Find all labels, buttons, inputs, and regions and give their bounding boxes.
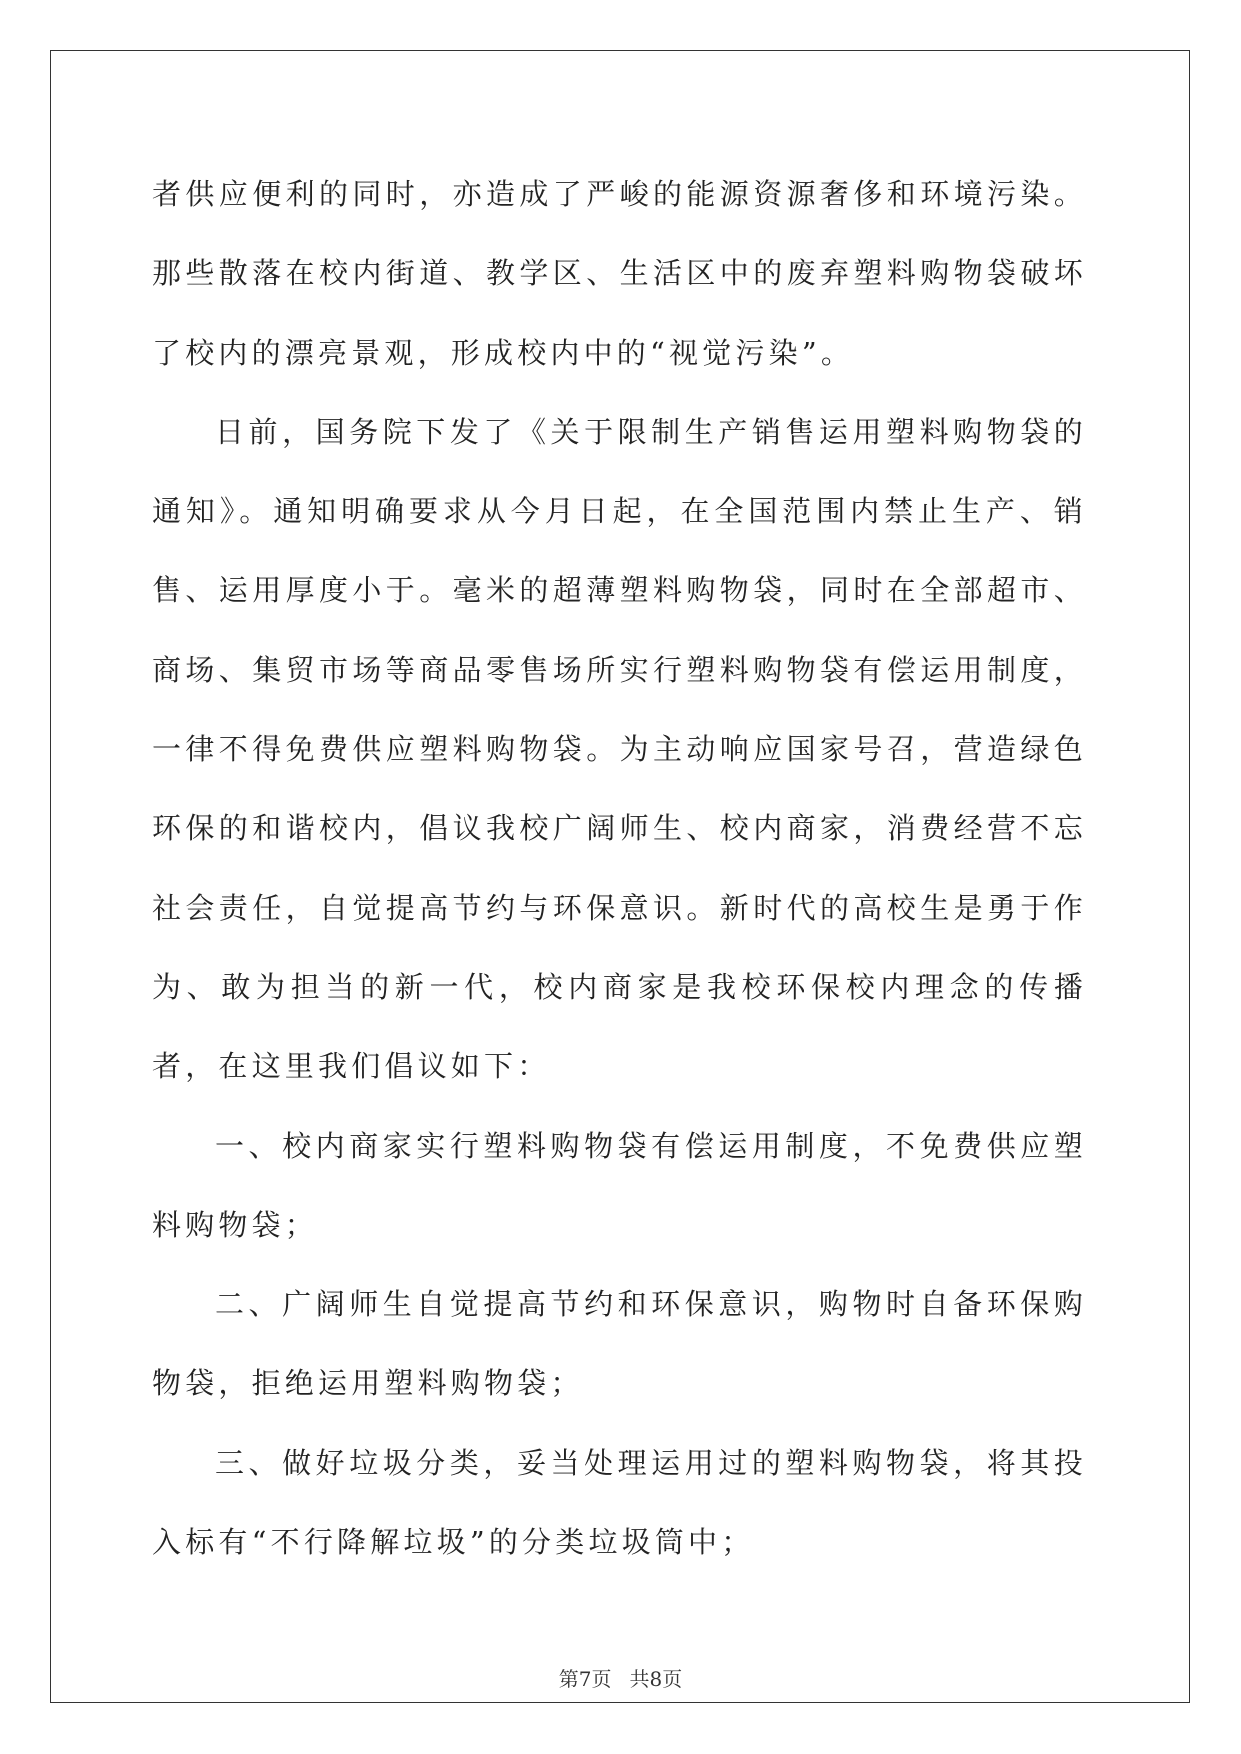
paragraph-3: 一、校内商家实行塑料购物袋有偿运用制度，不免费供应塑料购物袋； <box>152 1128 1087 1242</box>
paragraph-5: 三、做好垃圾分类，妥当处理运用过的塑料购物袋，将其投入标有“不行降解垃圾”的分类垃圾筒中； <box>152 1445 1087 1560</box>
page-number-current: 第7页 <box>558 1667 612 1691</box>
document-body <box>152 155 1087 1582</box>
paragraph-1: 者供应便利的同时，亦造成了严峻的能源资源奢侈和环境污染。那些散落在校内街道、教学区、生活区中的废弃塑料购物袋破坏了校内的漂亮景观，形成校内中的“视觉污染”。 <box>152 177 1087 370</box>
paragraph-4: 二、广阔师生自觉提高节约和环保意识，购物时自备环保购物袋，拒绝运用塑料购物袋； <box>152 1287 1087 1401</box>
page-number-total: 共8页 <box>629 1667 683 1691</box>
paragraph-2: 日前，国务院下发了《关于限制生产销售运用塑料购物袋的通知》。通知明确要求从今月日起，在全国范围内禁止生产、销售、运用厚度小于。毫米的超薄塑料购物袋，同时在全部超市、商场、集贸市场等商品零售场所实行塑料购物袋有偿运用制度，一律不得免费供应塑料购物袋。为主动响应国家号召，营造绿色环保的和谐校内，倡议我校广阔师生、校内商家，消费经营不忘社会责任，自觉提高节约与环保意识。新时代的高校生是勇于作为、敢为担当的新一代，校内商家是我校环保校内理念的传播者，在这里我们倡议如下： <box>152 414 1087 1084</box>
page-footer <box>0 1667 1241 1691</box>
